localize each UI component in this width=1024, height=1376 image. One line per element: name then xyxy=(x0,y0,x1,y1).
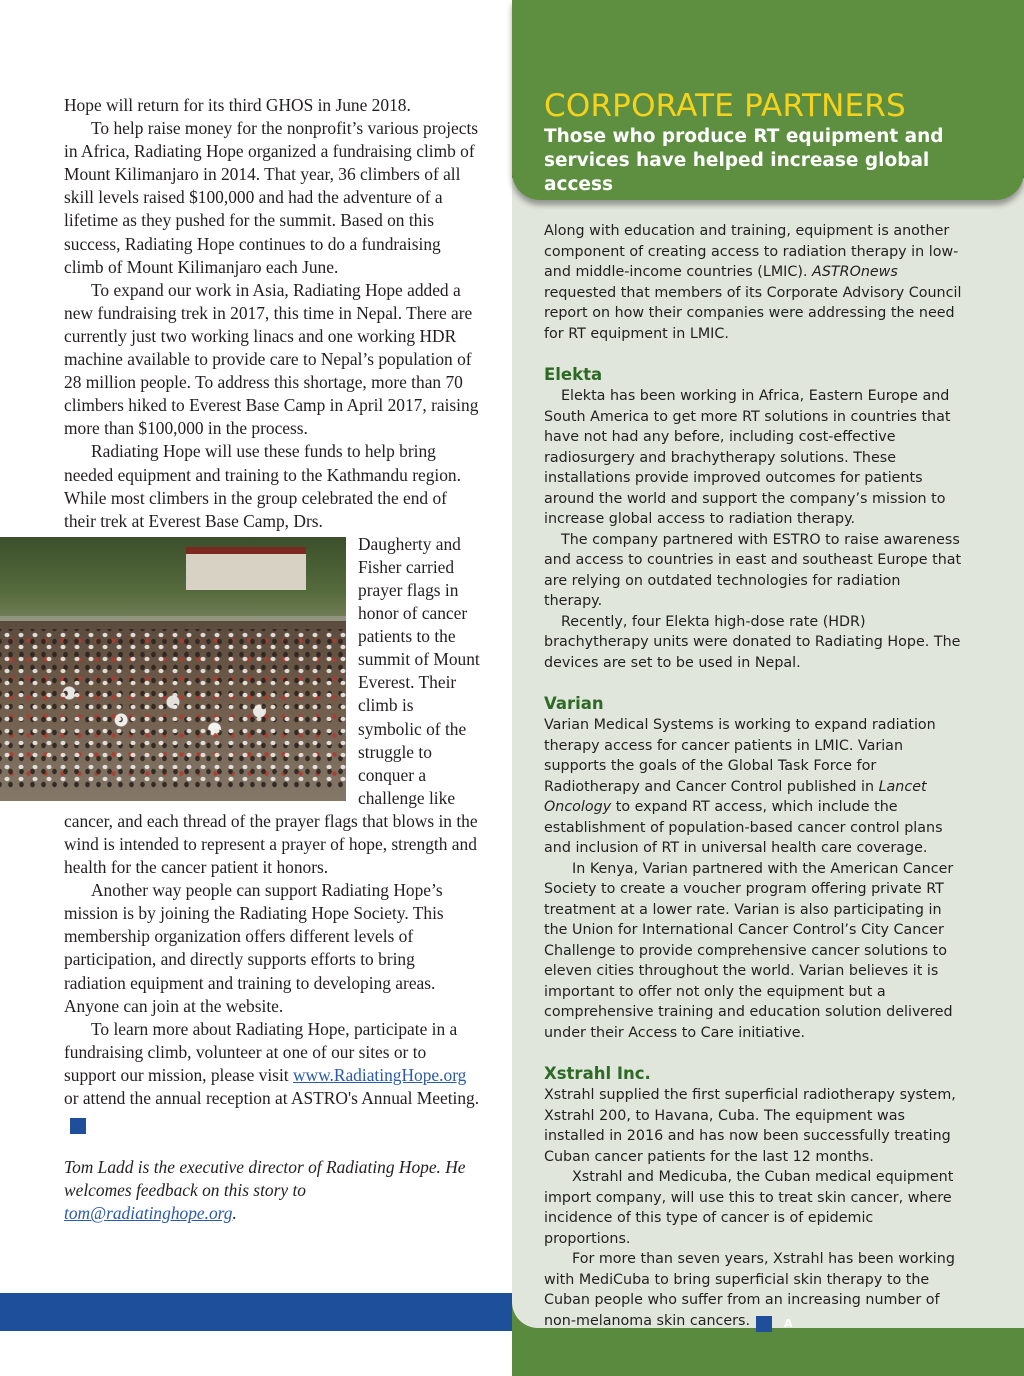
paragraph: Radiating Hope will use these funds to help bring needed equipment and training to the Kathmandu region. While most climbers in the group celebrated the end of their trek at Everest Base Camp, Drs. xyxy=(64,441,461,531)
journal-name: Lancet Oncology xyxy=(544,778,927,815)
climbers-group-photo xyxy=(0,537,346,801)
publication-name: ASTROnews xyxy=(812,264,898,280)
intro-paragraph xyxy=(544,221,962,344)
paragraph: Xstrahl supplied the first superficial radiotherapy system, Xstrahl 200, to Havana, Cuba. The equipment was installed in 2016 and has now been successfully treating Cuban cancer patients for the last 12 months. xyxy=(544,1087,956,1165)
paragraph-text: To learn more about Radiating Hope, participate in a fundraising climb, volunteer at one of our sites or to support our mission, please visit xyxy=(64,1018,458,1085)
author-byline xyxy=(64,1156,480,1225)
paragraph: Xstrahl and Medicuba, the Cuban medical equipment import company, will use this to treat skin cancer, where incidence of this type of cancer is of epidemic proportions. xyxy=(544,1169,954,1247)
paragraph: In Kenya, Varian partnered with the American Cancer Society to create a voucher program offering private RT treatment at a lower rate. Varian is also participating in the Union for International Cancer Control’s City Cancer Challenge to provide comprehensive cancer solutions to eleven cities throughout the world. Varian believes it is important to offer not only the equipment but a comprehensive training and education solution delivered under their Access to Care initiative. xyxy=(544,860,954,1041)
astro-logo-icon: A xyxy=(756,1316,772,1332)
paragraph: The company partnered with ESTRO to raise awareness and access to countries in east and southeast Europe that are relying on outdated technologies for radiation therapy. xyxy=(544,531,962,609)
astro-logo-icon: A xyxy=(70,1118,86,1134)
paragraph: Elekta has been working in Africa, Eastern Europe and South America to get more RT solutions in countries that have not had any before, including cost-effective radiosurgery and brachytherapy solutions. These installations provide improved outcomes for patients around the world and support the company’s mission to increase global access to radiation therapy. xyxy=(544,388,951,527)
byline-text: Tom Ladd is the executive director of Radiating Hope. He welcomes feedback on this story to xyxy=(64,1157,466,1201)
email-link[interactable]: tom@radiatinghope.org xyxy=(64,1203,233,1224)
intro-text: requested that members of its Corporate Advisory Council report on how their companies were addressing the need for RT equipment in LMIC. xyxy=(544,284,962,342)
heading-xstrahl: Xstrahl Inc. xyxy=(544,1064,651,1083)
paragraph-text: For more than seven years, Xstrahl has been working with MediCuba to bring superficial skin therapy to the Cuban people who suffer from an increasing number of non-melanoma skin cancers. xyxy=(544,1251,955,1329)
website-link[interactable]: www.RadiatingHope.org xyxy=(292,1064,467,1085)
section-subtitle: Those who produce RT equipment and services have helped increase global access xyxy=(544,126,944,195)
footer-blue-bar xyxy=(0,1293,512,1331)
intro-text: Along with education and training, equipment is another component of creating access to radiation therapy in low- and middle-income countries (LMIC). xyxy=(544,223,959,280)
corporate-partners-column xyxy=(544,221,962,1332)
paragraph: Hope will return for its third GHOS in June 2018. xyxy=(64,95,411,115)
article-column xyxy=(64,94,480,1225)
paragraph xyxy=(544,715,962,859)
heading-elekta: Elekta xyxy=(544,365,603,384)
paragraph: Daugherty and Fisher carried prayer flags in honor of cancer patients to the summit of Mount Everest. Their climb is symbolic of the struggle to conquer a challenge like cancer, and each thread of the prayer flags that blows in the wind is intended to represent a prayer of hope, strength and health for the cancer patient it honors. xyxy=(64,533,480,878)
heading-varian: Varian xyxy=(544,694,604,713)
paragraph: To help raise money for the nonprofit’s various projects in Africa, Radiating Hope organized a fundraising climb of Mount Kilimanjaro in 2014. That year, 36 climbers of all skill levels raised $100,000 and had the adventure of a lifetime as they pushed for the summit. Based on this success, Radiating Hope continues to do a fundraising climb of Mount Kilimanjaro each June. xyxy=(64,118,479,277)
corporate-partners-header xyxy=(512,0,1024,200)
paragraph-text: Varian Medical Systems is working to expand radiation therapy access for cancer patients in LMIC. Varian supports the goals of the Global Task Force for Radiotherapy and Cancer Control published in xyxy=(544,717,936,795)
byline-text: . xyxy=(232,1203,237,1224)
section-title: CORPORATE PARTNERS xyxy=(544,88,906,124)
paragraph-text: to expand RT access, which include the establishment of population-based cancer control plans and inclusion of RT in universal health care coverage. xyxy=(544,799,943,856)
paragraph: To expand our work in Asia, Radiating Hope added a new fundraising trek in 2017, this time in Nepal. There are currently just two working linacs and one working HDR machine available to provide care to Nepal’s population of 28 million people. To address this shortage, more than 70 climbers hiked to Everest Base Camp in April 2017, raising more than $100,000 in the process. xyxy=(64,279,479,439)
paragraph xyxy=(64,1018,480,1134)
photo-building xyxy=(186,547,306,590)
paragraph: Recently, four Elekta high-dose rate (HDR) brachytherapy units were donated to Radiating Hope. The devices are set to be used in Nepal. xyxy=(544,613,961,671)
paragraph: Another way people can support Radiating Hope’s mission is by joining the Radiating Hope Society. This membership organization offers different levels of participation, and directly supports efforts to bring radiation equipment and training to developing areas. Anyone can join at the website. xyxy=(64,880,444,1016)
photo-crowd-detail xyxy=(0,629,346,787)
paragraph-text: or attend the annual reception at ASTRO's Annual Meeting. xyxy=(64,1088,480,1109)
paragraph xyxy=(544,1249,962,1332)
